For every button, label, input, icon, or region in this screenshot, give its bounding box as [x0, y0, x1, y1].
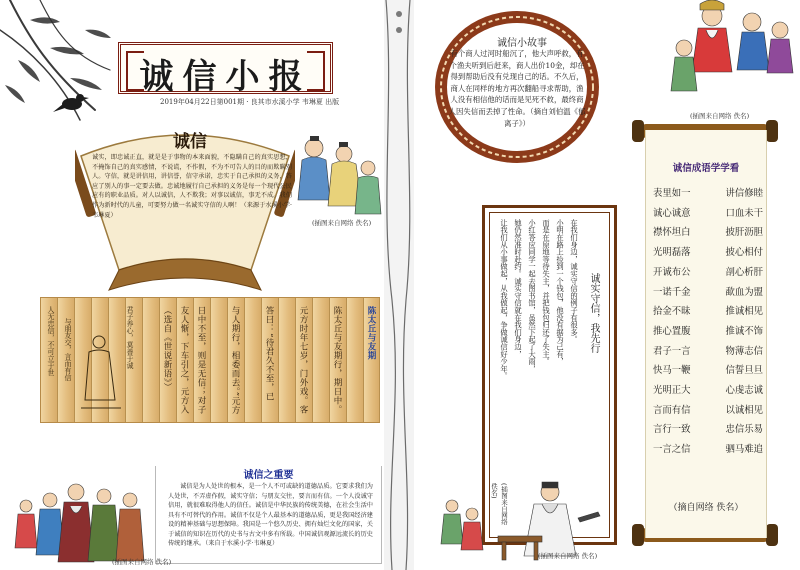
- idiom-text: 驷马难追: [725, 444, 763, 456]
- idiom-row: [653, 381, 763, 401]
- bamboo-col-4: 答曰：“待君久不至，已: [264, 306, 274, 401]
- idiom-text: 光明正大: [653, 385, 691, 397]
- frame-col-1: 在我们身边，诚实守信的例子有很多。: [570, 219, 579, 344]
- idiom-row: [653, 283, 763, 303]
- idiom-text: 一诺千金: [653, 286, 691, 298]
- idiom-text: 推诚相见: [725, 306, 763, 318]
- idiom-text: 言而有信: [653, 404, 691, 416]
- newspaper-title: 诚信小报: [139, 57, 312, 97]
- frame-caption: (插图来自网络 佚名): [490, 483, 508, 525]
- fan-body-text: 诚实，即忠诚正直，就是是于事物的本来面貌，不隐瞒自己的真实思想，不掩饰自己的真实感情，不说谎，不作假，不为不可告人的目的而欺瞒别人。守信，就是讲信用，讲信誉，信守承诺，忠实于自己承担的义务，答应了别人的事一定要去做。忠诚地履行自己承担的义务是每一个现代公民应有的职业品质。对人以诚信，人不欺我；对事以诚信，事无不成。我们作为新时代的儿童，可要努力做一名诚实守信的人啊！（来源于水溪小学·韦琳夏）: [92, 154, 292, 219]
- center-spine-ribbon: [380, 0, 418, 570]
- idiom-row: [653, 302, 763, 322]
- idiom-text: 披肝沥胆: [725, 227, 763, 239]
- family-caption: (插图来自网络 佚名): [112, 558, 172, 566]
- idiom-row: [653, 420, 763, 440]
- idiom-row: [653, 322, 763, 342]
- fan-heading: 诚信: [173, 132, 207, 152]
- story-body-text: 有个商人过河时船沉了，他大声呼救，有个渔夫听到后赶来，商人出价10金，却在得到帮助后没有兑现自己的话。不久后，商人在同样的地方再次翻船寻求帮助，渔人没有相信他的话而是见死不救，最终商人因失信而丢掉了性命。（摘自刘伯温《郁离子》）: [448, 49, 586, 128]
- sages-illustration: [292, 130, 382, 225]
- bamboo-col-6: 日中不至，则是无信；对子: [196, 306, 206, 414]
- bamboo-bird-illustration: [0, 0, 130, 140]
- idiom-text: 讲信修睦: [725, 188, 763, 199]
- idiom-text: 歃血为盟: [725, 286, 763, 298]
- idiom-text: 君子一言: [653, 345, 691, 357]
- frame-col-4: 小红答应同学一起去图书馆，虽然下起了大雨，: [528, 219, 537, 373]
- idiom-text: 心虔志诚: [725, 385, 763, 397]
- idiom-text: 推诚不饰: [725, 325, 763, 337]
- calligraphy-line-3: 君子养心，莫善于诚: [126, 306, 134, 369]
- idiom-row: [653, 223, 763, 243]
- idiom-text: 开诚布公: [653, 266, 691, 278]
- idiom-text: 物薄志信: [725, 345, 763, 357]
- happy-figures-illustration: [670, 0, 800, 108]
- bamboo-col-7: 友人惭，下车引之，元方入: [179, 306, 189, 414]
- frame-col-3: 而是在原地等待失主，并把钱包归还了失主。: [542, 219, 551, 365]
- idiom-text: 推心置腹: [653, 325, 691, 337]
- idiom-text: 快马一鞭: [653, 365, 691, 377]
- calligraphy-line-1: 人无忠信，不可立于世: [47, 306, 55, 376]
- idiom-row: [653, 263, 763, 283]
- idioms-list: [653, 184, 763, 460]
- bamboo-col-8: （选自《世说新语》）: [162, 306, 172, 392]
- importance-body-text: 诚信是为人处世的根本，是一个人不可或缺的道德品质。它要求我们为人处世，不弄虚作假，诚实守信；与朋友交往，要言而有信。一个人没诚守信用，就很难取得他人的信任。诚信是中华民族的传统美德，在社会生活中具有不可替代的作用。诚信不仅是个人最基本的道德品质，更是我国经济建设的精神基础与思想保障。我国是一个悠久历史、拥有灿烂文化的国家，关于诚信的知识在历代的史书与古文中多有所载。中国诚信观源远流长的历史传统的继承。（来自于水溪小学·韦琳夏）: [168, 483, 373, 547]
- issue-info: 2019年04月22日第001期 · 良其市水溪小学 韦琳夏 出版: [160, 98, 340, 106]
- figures-caption: (插图来自网络 佚名): [690, 112, 750, 120]
- frame-title: 诚实守信，我先行: [588, 273, 599, 353]
- teacher-caption: (插图来自网络 佚名): [538, 552, 598, 560]
- importance-title: 诚信之重要: [156, 466, 381, 481]
- idiom-text: 以诚相见: [725, 404, 763, 416]
- idiom-text: 襟怀坦白: [653, 227, 691, 239]
- idiom-row: [653, 204, 763, 224]
- idiom-row: [653, 440, 763, 460]
- calligraphy-line-2: 与朋友交，言而有信: [64, 318, 72, 381]
- bamboo-col-2: 陈太丘与友期行，期日中。: [332, 306, 342, 414]
- idiom-text: 光明磊落: [653, 247, 691, 259]
- idiom-row: [653, 342, 763, 362]
- importance-box: [155, 466, 382, 564]
- idiom-text: 一言之信: [653, 444, 691, 456]
- family-illustration: [8, 478, 153, 566]
- idiom-row: [653, 361, 763, 381]
- bamboo-col-5: 与人期行，相委而去。”元方: [230, 306, 240, 415]
- idiom-text: 披心相付: [725, 247, 763, 259]
- bamboo-col-3: 元方时年七岁，门外戏。客: [298, 306, 308, 414]
- idioms-title: 诚信成语学学看: [672, 163, 740, 174]
- idiom-text: 口血未干: [725, 207, 763, 219]
- idioms-credit: （摘自网络 佚名）: [668, 503, 744, 513]
- idiom-row: [653, 184, 763, 204]
- idiom-row: [653, 243, 763, 263]
- idiom-text: 诚心诚意: [653, 207, 691, 219]
- frame-col-2: 小明在路上捡到一个钱包，他没有据为己有，: [556, 219, 565, 365]
- bamboo-slip-panel: [40, 297, 380, 423]
- idiom-text: 信誓旦旦: [725, 365, 763, 377]
- frame-col-5: 她仍然准时赴约。诚实守信就在我们身边，: [514, 219, 523, 358]
- bamboo-col-1: 陈太丘与友期: [366, 306, 376, 360]
- story-title: 诚信小故事: [497, 38, 547, 49]
- frame-col-6: 让我们从小事做起，从我做起，争做诚信好少年。: [500, 219, 509, 380]
- idiom-row: [653, 401, 763, 421]
- sages-caption: (插图来自网络 佚名): [312, 219, 372, 227]
- idiom-text: 忠信乐易: [725, 424, 763, 436]
- idiom-text: 剖心析肝: [725, 266, 763, 278]
- idiom-text: 言行一致: [653, 424, 691, 436]
- idiom-text: 表里如一: [653, 188, 691, 199]
- newspaper-title-box: [118, 42, 333, 97]
- scholar-ink-figure: [71, 328, 121, 418]
- idiom-text: 拾金不昧: [653, 306, 691, 318]
